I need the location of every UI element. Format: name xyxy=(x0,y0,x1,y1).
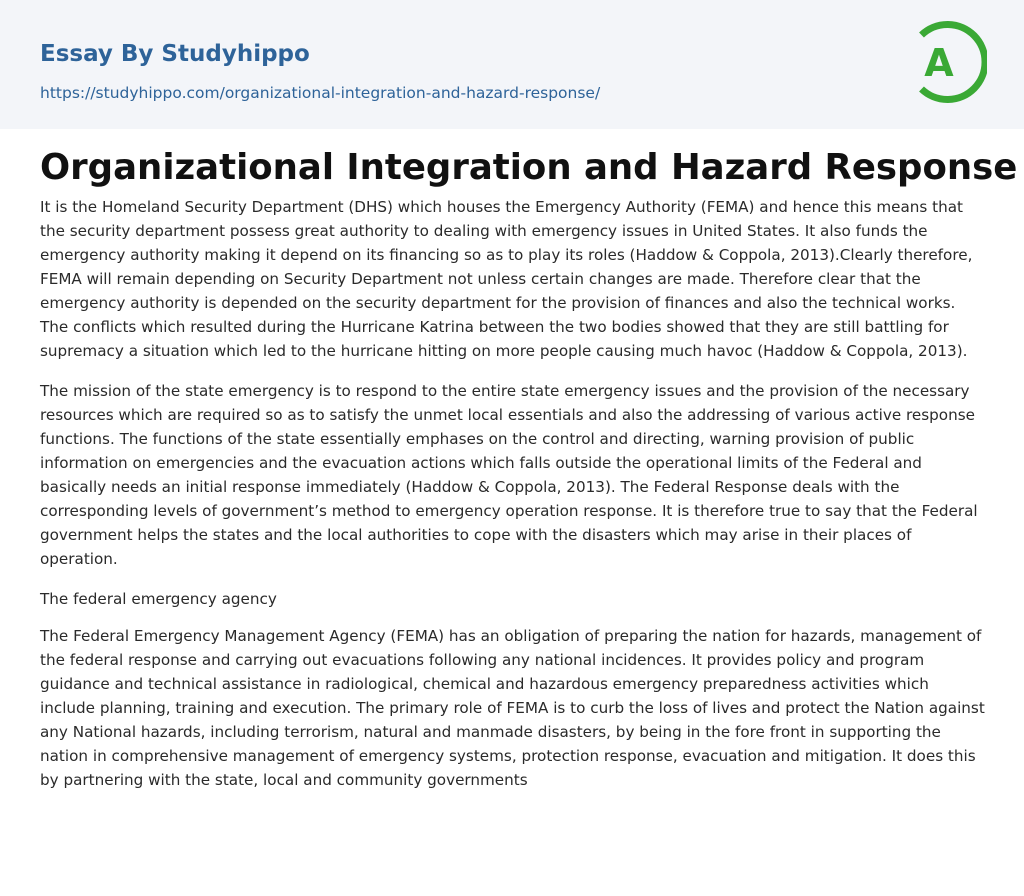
essay-content xyxy=(40,145,1018,792)
site-brand[interactable]: Essay By Studyhippo xyxy=(40,41,310,67)
logo-letter: A xyxy=(924,41,954,85)
site-header xyxy=(0,0,1024,129)
studyhippo-logo-icon[interactable] xyxy=(913,18,987,106)
essay-paragraph: The mission of the state emergency is to respond to the entire state emergency issues and the provision of the necessary resources which are required so as to satisfy the unmet local essentials and also the addressing of various active response functions. The functions of the state essentially emphases on the control and directing, warning provision of public information on emergencies and the evacuation actions which falls outside the operational limits of the Federal and basically needs an initial response immediately (Haddow & Coppola, 2013). The Federal Response deals with the corresponding levels of government’s method to emergency operation response. It is therefore true to say that the Federal government helps the states and the local authorities to cope with the disasters which may arise in their places of operation. xyxy=(40,382,978,568)
essay-paragraph: The Federal Emergency Management Agency (FEMA) has an obligation of preparing the nation for hazards, management of the federal response and carrying out evacuations following any national incidences. It provides policy and program guidance and technical assistance in radiological, chemical and hazardous emergency preparedness activities which include planning, training and execution. The primary role of FEMA is to curb the loss of lives and protect the Nation against any National hazards, including terrorism, natural and manmade disasters, by being in the fore front in supporting the nation in comprehensive management of emergency systems, protection response, evacuation and mitigation. It does this by partnering with the state, local and community governments xyxy=(40,627,985,789)
essay-paragraph: It is the Homeland Security Department (DHS) which houses the Emergency Authority (FEMA) and hence this means that the security department possess great authority to dealing with emergency issues in United States. It also funds the emergency authority making it depend on its financing so as to play its roles (Haddow & Coppola, 2013).Clearly therefore, FEMA will remain depending on Security Department not unless certain changes are made. Therefore clear that the emergency authority is depended on the security department for the provision of finances and also the technical works. The conflicts which resulted during the Hurricane Katrina between the two bodies showed that they are still battling for supremacy a situation which led to the hurricane hitting on more people causing much havoc (Haddow & Coppola, 2013). xyxy=(40,198,973,360)
page-url-link[interactable]: https://studyhippo.com/organizational-integration-and-hazard-response/ xyxy=(40,84,601,102)
page-title: Organizational Integration and Hazard Response xyxy=(40,147,1018,188)
section-subheading: The federal emergency agency xyxy=(40,590,277,608)
